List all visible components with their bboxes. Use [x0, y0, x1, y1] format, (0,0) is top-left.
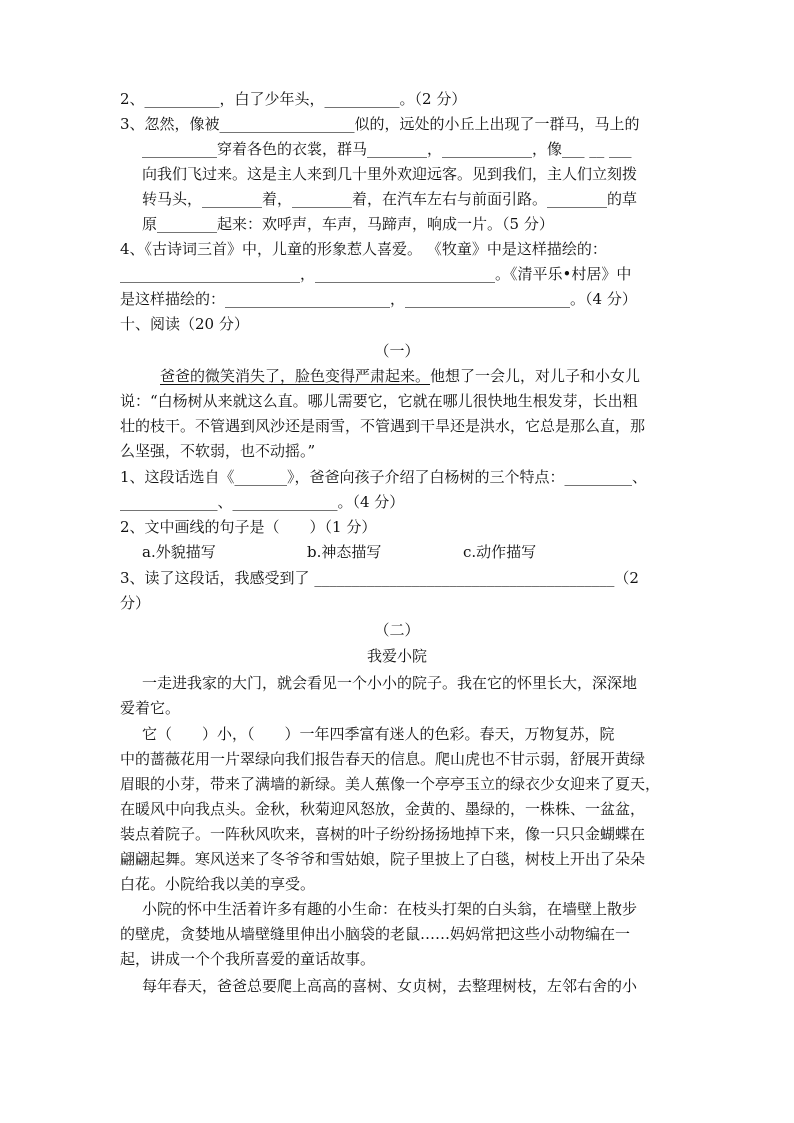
- part1-q3-line1: 3、读了这段话，我感受到了 ________________________________________（2: [120, 569, 639, 587]
- passage1-line2: 说：“白杨树从来就这么直。哪儿需要它，它就在哪儿很快地生根发芽，长出粗: [120, 392, 638, 410]
- q9-item3-line3: 向我们飞过来。这是主人来到几十里外欢迎远客。见到我们，主人们立刻拨: [142, 165, 638, 183]
- part1-q1-line1: 1、这段话选自《_______》，爸爸向孩子介绍了白杨树的三个特点：_________、: [120, 468, 648, 486]
- section-heading: 十、阅读（20 分）: [120, 315, 249, 333]
- passage2-line: 小院的怀中生活着许多有趣的小生命：在枝头打架的白头翁，在墙壁上散步: [142, 900, 638, 918]
- passage2-line: 在暖风中向我点头。金秋，秋菊迎风怒放，金黄的、墨绿的，一株株、一盆盆，: [120, 800, 646, 818]
- option-c: c.动作描写: [463, 543, 537, 561]
- part2-label: （二）: [374, 621, 420, 639]
- passage1-line1-rest: 他想了一会儿，对儿子和小女儿: [430, 367, 641, 385]
- passage2-line: 白花。小院给我以美的享受。: [120, 875, 316, 893]
- underlined-sentence: 爸爸的微笑消失了，脸色变得严肃起来。: [160, 367, 431, 385]
- passage1-line3: 壮的枝干。不管遇到风沙还是雨雪，不管遇到干旱还是洪水，它总是那么直，那: [120, 417, 646, 435]
- passage2-line: 起，讲成一个个我所喜爱的童话故事。: [120, 950, 376, 968]
- passage2-line: 装点着院子。一阵秋风吹来，喜树的叶子纷纷扬扬地掉下来，像一只只金蝴蝶在: [120, 825, 646, 843]
- passage2-line: 眉眼的小芽，带来了满墙的新绿。美人蕉像一个亭亭玉立的绿衣少女迎来了夏天，: [120, 775, 661, 793]
- option-b: b.神态描写: [307, 543, 382, 561]
- passage1-line1: [160, 365, 640, 387]
- q9-item4-line3: 是这样描绘的：______________________，______________________。（4 分）: [120, 290, 637, 308]
- passage1-line4: 么坚强，不软弱，也不动摇。”: [120, 442, 316, 460]
- passage2-line: 一走进我家的大门，就会看见一个小小的院子。我在它的怀里长大，深深地: [142, 674, 638, 692]
- q9-item3-line4: 转马头，________着，________着，在汽车左右与前面引路。________的草: [142, 190, 638, 208]
- part1-q1-line2: _____________、______________。（4 分）: [120, 493, 405, 511]
- part1-q2: 2、文中画线的句子是（ ）（1 分）: [120, 518, 377, 536]
- passage2-line: 翩翩起舞。寒风送来了冬爷爷和雪姑娘，院子里披上了白毯，树枝上开出了朵朵: [120, 850, 646, 868]
- passage2-title: 我爱小院: [366, 647, 427, 665]
- q9-item3-line5: 原________起来：欢呼声，车声，马蹄声，响成一片。（5 分）: [142, 215, 554, 233]
- passage2-line: 的壁虎，贪婪地从墙壁缝里伸出小脑袋的老鼠……妈妈常把这些小动物编在一: [120, 925, 631, 943]
- q9-item4-line1: 4、《古诗词三首》中，儿童的形象惹人喜爱。 《牧童》中是这样描绘的：: [120, 240, 607, 258]
- passage2-line: 爱着它。: [120, 699, 181, 717]
- part1-q3-line2: 分）: [120, 594, 151, 612]
- passage2-line: 中的蔷薇花用一片翠绿向我们报告春天的信息。爬山虎也不甘示弱，舒展开黄绿: [120, 750, 646, 768]
- part1-label: （一）: [374, 342, 420, 360]
- passage2-line: 它（ ）小，（ ）一年四季富有迷人的色彩。春天，万物复苏，院: [142, 725, 615, 743]
- passage2-line: 每年春天，爸爸总要爬上高高的喜树、女贞树，去整理树枝，左邻右舍的小: [142, 977, 638, 995]
- option-a: a.外貌描写: [142, 543, 216, 561]
- q9-item2: 2、__________，白了少年头，__________。（2 分）: [120, 90, 467, 108]
- q9-item3-line1: 3、忽然，像被__________________似的，远处的小丘上出现了一群马，马上的: [120, 115, 640, 133]
- q9-item4-line2: ________________________，________________________。《清平乐•村居》中: [120, 265, 632, 283]
- q9-item3-line2: __________穿着各色的衣裳，群马________，____________，像___ __ ___: [142, 140, 632, 158]
